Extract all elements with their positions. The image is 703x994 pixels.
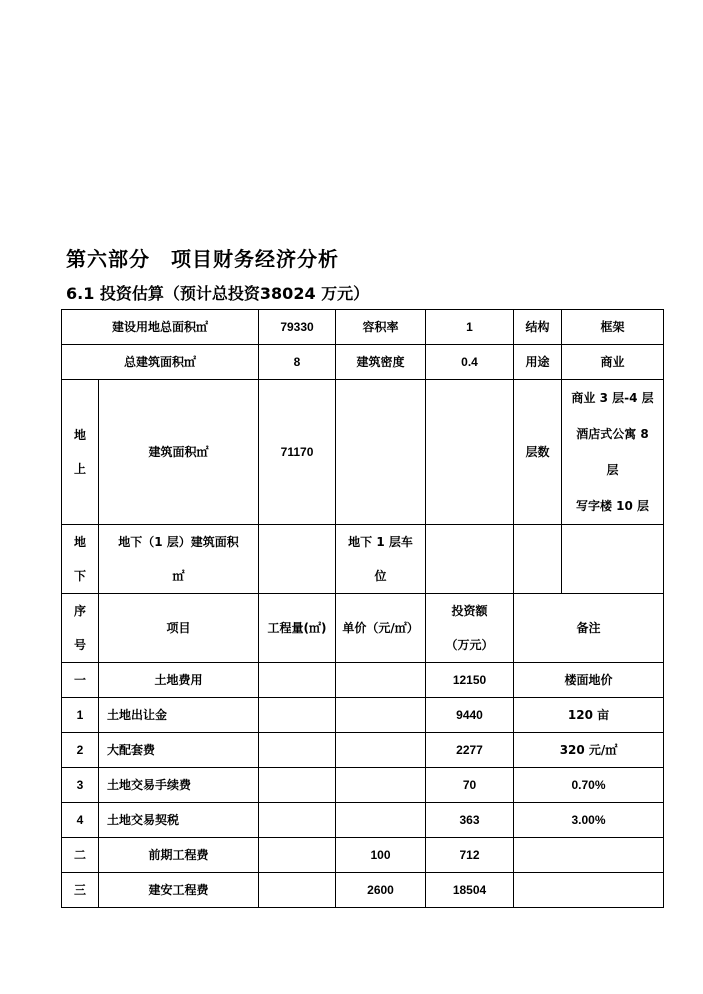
label-line: ㎡ — [172, 569, 185, 583]
table-row — [62, 873, 664, 908]
seq-cell: 4 — [62, 803, 99, 838]
table-row — [62, 733, 664, 768]
parking-label — [336, 525, 426, 594]
empty-cell — [562, 525, 664, 594]
page-title: 第六部分 项目财务经济分析 — [66, 247, 339, 271]
seq-cell: 一 — [62, 663, 99, 698]
price-cell — [336, 803, 426, 838]
seq-cell: 三 — [62, 873, 99, 908]
seq-header — [62, 594, 99, 663]
item-cell: 土地费用 — [99, 663, 259, 698]
price-cell — [336, 698, 426, 733]
table-row — [62, 838, 664, 873]
label-line: 地下 1 层车 — [348, 535, 413, 549]
note-cell: 0.70% — [514, 768, 664, 803]
item-header: 项目 — [99, 594, 259, 663]
floors-line: 酒店式公寓 8 — [576, 427, 649, 441]
above-ground-side — [62, 380, 99, 525]
table-row — [62, 803, 664, 838]
price-cell — [336, 663, 426, 698]
quantity-cell — [259, 873, 336, 908]
table-row — [62, 698, 664, 733]
floors-value — [562, 380, 664, 525]
note-cell: 120 亩 — [514, 698, 664, 733]
floors-label: 层数 — [514, 380, 562, 525]
amount-cell: 712 — [426, 838, 514, 873]
price-cell — [336, 768, 426, 803]
structure-label: 结构 — [514, 310, 562, 345]
header-line: （万元） — [445, 638, 494, 652]
item-cell: 建安工程费 — [99, 873, 259, 908]
structure-value: 框架 — [562, 310, 664, 345]
empty-cell — [426, 380, 514, 525]
above-ground-row — [62, 380, 664, 525]
summary-row — [62, 310, 664, 345]
below-ground-area-label — [99, 525, 259, 594]
quantity-header: 工程量(㎡) — [259, 594, 336, 663]
item-cell: 土地交易手续费 — [99, 768, 259, 803]
land-area-label: 建设用地总面积㎡ — [62, 310, 259, 345]
floors-line: 写字楼 10 层 — [575, 499, 650, 513]
below-ground-row — [62, 525, 664, 594]
seq-cell: 二 — [62, 838, 99, 873]
amount-cell: 9440 — [426, 698, 514, 733]
empty-cell — [426, 525, 514, 594]
item-cell: 大配套费 — [99, 733, 259, 768]
item-cell: 土地出让金 — [99, 698, 259, 733]
note-cell: 3.00% — [514, 803, 664, 838]
empty-cell — [336, 380, 426, 525]
column-header-row — [62, 594, 664, 663]
seq-cell: 3 — [62, 768, 99, 803]
note-cell — [514, 873, 664, 908]
side-label-bottom: 上 — [73, 462, 86, 476]
note-cell: 320 元/㎡ — [514, 733, 664, 768]
quantity-cell — [259, 733, 336, 768]
section-subtitle: 6.1 投资估算（预计总投资38024 万元） — [66, 284, 370, 303]
total-floor-area-value: 8 — [259, 345, 336, 380]
amount-cell: 70 — [426, 768, 514, 803]
plot-ratio-value: 1 — [426, 310, 514, 345]
quantity-cell — [259, 663, 336, 698]
total-floor-area-label: 总建筑面积㎡ — [62, 345, 259, 380]
unit-price-header: 单价（元/㎡） — [336, 594, 426, 663]
above-ground-area-label: 建筑面积㎡ — [99, 380, 259, 525]
floors-line: 商业 3 层-4 层 — [571, 391, 654, 405]
amount-cell: 18504 — [426, 873, 514, 908]
amount-cell: 12150 — [426, 663, 514, 698]
usage-value: 商业 — [562, 345, 664, 380]
table-row — [62, 768, 664, 803]
price-cell — [336, 733, 426, 768]
building-density-label: 建筑密度 — [336, 345, 426, 380]
note-cell: 楼面地价 — [514, 663, 664, 698]
floors-line: 层 — [606, 463, 619, 477]
above-ground-area-value: 71170 — [259, 380, 336, 525]
note-cell — [514, 838, 664, 873]
amount-cell: 363 — [426, 803, 514, 838]
item-cell: 土地交易契税 — [99, 803, 259, 838]
quantity-cell — [259, 768, 336, 803]
quantity-cell — [259, 803, 336, 838]
header-line: 序 — [73, 604, 86, 618]
usage-label: 用途 — [514, 345, 562, 380]
amount-cell: 2277 — [426, 733, 514, 768]
seq-cell: 2 — [62, 733, 99, 768]
land-area-value: 79330 — [259, 310, 336, 345]
price-cell: 2600 — [336, 873, 426, 908]
seq-cell: 1 — [62, 698, 99, 733]
header-line: 投资额 — [451, 604, 488, 618]
quantity-cell — [259, 838, 336, 873]
side-label-bottom: 下 — [73, 569, 86, 583]
item-cell: 前期工程费 — [99, 838, 259, 873]
quantity-cell — [259, 698, 336, 733]
table-row — [62, 663, 664, 698]
building-density-value: 0.4 — [426, 345, 514, 380]
label-line: 地下（1 层）建筑面积 — [118, 535, 239, 549]
label-line: 位 — [374, 569, 387, 583]
below-ground-side — [62, 525, 99, 594]
price-cell: 100 — [336, 838, 426, 873]
empty-cell — [259, 525, 336, 594]
header-line: 号 — [73, 638, 86, 652]
side-label-top: 地 — [73, 535, 86, 549]
remark-header: 备注 — [514, 594, 664, 663]
plot-ratio-label: 容积率 — [336, 310, 426, 345]
empty-cell — [514, 525, 562, 594]
investment-table — [61, 309, 664, 908]
summary-row — [62, 345, 664, 380]
investment-header — [426, 594, 514, 663]
side-label-top: 地 — [73, 428, 86, 442]
